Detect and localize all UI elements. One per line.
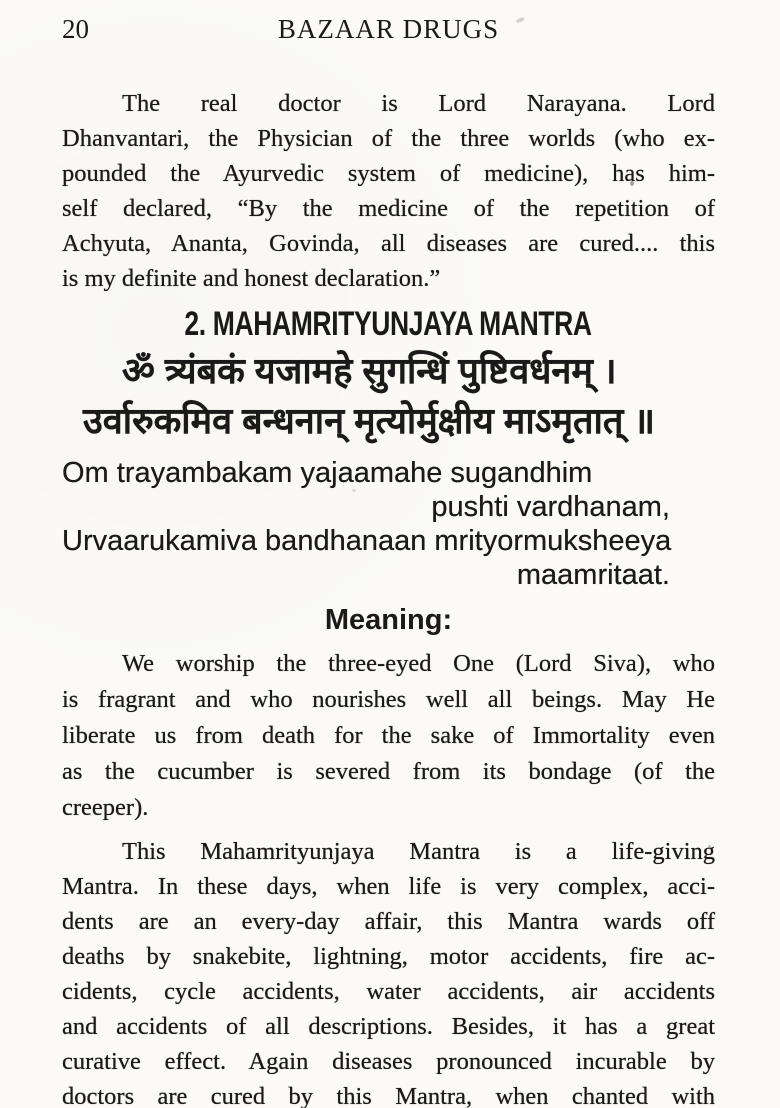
sanskrit-line-2: उर्वारुकमिव बन्धनान् मृत्योर्मुक्षीय माऽमृतात् ॥	[83, 400, 655, 441]
transliteration-line-2: pushti vardhanam,	[431, 491, 670, 523]
text-line: cidents, cycle accidents, water accidents, air accidents	[62, 978, 715, 1005]
text-line: is fragrant and who nourishes well all beings. May He	[62, 686, 715, 713]
text-line: doctors are cured by this Mantra, when chanted with	[62, 1083, 715, 1108]
page-header	[62, 14, 715, 44]
transliteration-line-1: Om trayambakam yajaamahe sugandhim	[62, 457, 593, 489]
intro-paragraph	[62, 86, 715, 296]
section-heading	[62, 304, 715, 344]
running-header-title: BAZAAR DRUGS	[277, 14, 500, 44]
meaning-heading: Meaning:	[324, 604, 453, 636]
text-line: Dhanvantari, the Physician of the three worlds (who ex-	[62, 125, 715, 152]
text-line: The real doctor is Lord Narayana. Lord	[122, 90, 715, 117]
transliteration-line-4: maamritaat.	[516, 559, 670, 591]
text-line: Achyuta, Ananta, Govinda, all diseases are cured.... this	[62, 230, 715, 257]
text-line: We worship the three-eyed One (Lord Siva), who	[122, 650, 715, 677]
text-line: dents are an every-day affair, this Mantra wards off	[62, 908, 715, 935]
text-line: as the cucumber is severed from its bondage (of the	[62, 758, 715, 785]
text-line: liberate us from death for the sake of Immortality even	[62, 722, 715, 749]
sanskrit-mantra	[62, 346, 715, 446]
body-paragraph	[62, 834, 715, 1108]
text-line: Mantra. In these days, when life is very complex, acci-	[62, 873, 715, 900]
transliteration-block	[62, 456, 715, 592]
text-line: deaths by snakebite, lightning, motor accidents, fire ac-	[62, 943, 715, 970]
meaning-paragraph	[62, 646, 715, 826]
transliteration-line-3: Urvaarukamiva bandhanaan mrityormuksheeya	[62, 525, 672, 557]
text-line: and accidents of all descriptions. Besides, it has a great	[62, 1013, 715, 1040]
text-line: is my definite and honest declaration.”	[62, 265, 441, 292]
text-line: pounded the Ayurvedic system of medicine), has him-	[62, 160, 715, 187]
text-line: curative effect. Again diseases pronounced incurable by	[62, 1048, 715, 1075]
text-line: self declared, “By the medicine of the repetition of	[62, 195, 715, 222]
section-heading-text: 2. MAHAMRITYUNJAYA MANTRA	[184, 305, 593, 343]
text-line: creeper).	[62, 794, 149, 821]
sanskrit-line-1: ॐ त्र्यंबकं यजामहे सुगन्धिं पुष्टिवर्धनम् ।	[122, 350, 617, 391]
page-number: 20	[62, 14, 89, 44]
text-line: This Mahamrityunjaya Mantra is a life-giving	[122, 838, 715, 865]
